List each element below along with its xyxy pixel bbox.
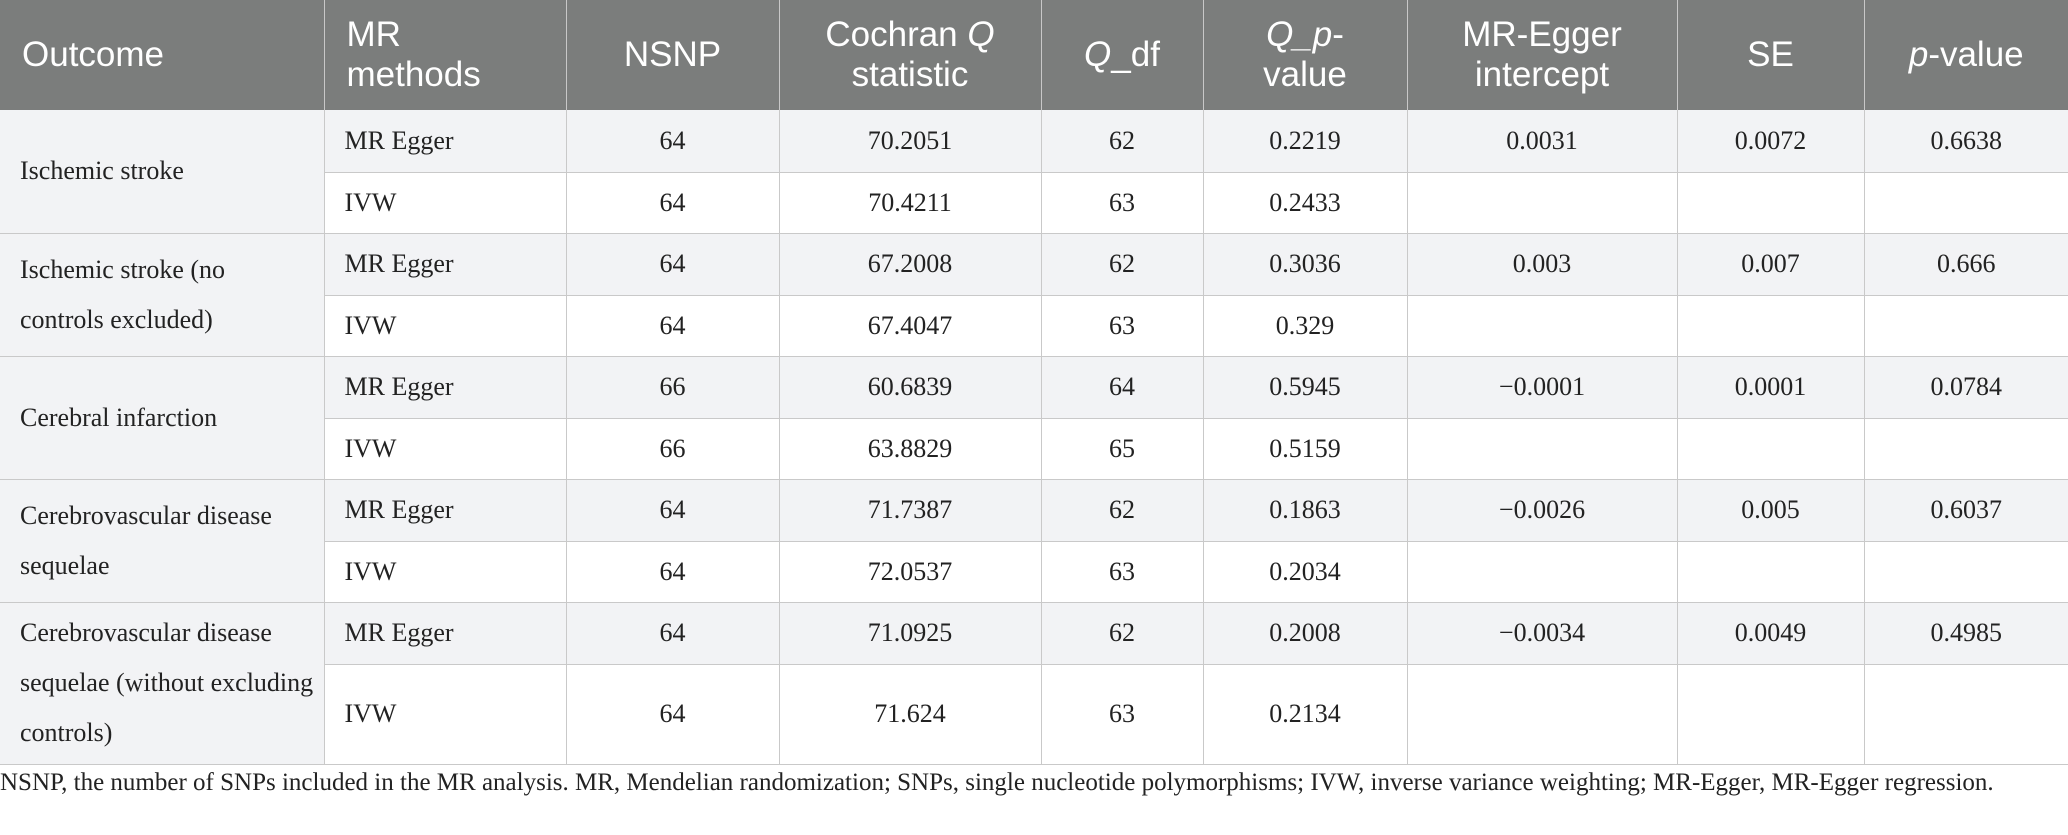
cochran-q-cell: 67.4047 [779, 295, 1041, 356]
nsnp-cell: 66 [566, 418, 779, 479]
header-nsnp: NSNP [566, 0, 779, 110]
method-cell: IVW [324, 418, 566, 479]
outcome-cell: Cerebrovascular disease sequelae [0, 479, 324, 602]
header-row [0, 0, 2068, 110]
q-p-value-cell: 0.5159 [1203, 418, 1407, 479]
p-value-cell: 0.6638 [1864, 110, 2068, 172]
header-cochran-q: Cochran Q statistic [779, 0, 1041, 110]
table-row [0, 356, 2068, 418]
intercept-cell: 0.0031 [1407, 110, 1677, 172]
header-mr-methods: MR methods [324, 0, 566, 110]
p-value-cell: 0.0784 [1864, 356, 2068, 418]
se-cell [1677, 172, 1864, 233]
method-cell: IVW [324, 172, 566, 233]
q-df-cell: 62 [1041, 233, 1203, 295]
table-footnote: NSNP, the number of SNPs included in the MR analysis. MR, Mendelian randomization; SNPs, single nucleotide polymorphisms; IVW, inverse variance weighting; MR-Egger, MR-Egger regression. [0, 769, 1994, 796]
nsnp-cell: 66 [566, 356, 779, 418]
se-cell: 0.007 [1677, 233, 1864, 295]
table-body [0, 110, 2068, 764]
intercept-cell: −0.0034 [1407, 602, 1677, 664]
cochran-q-cell: 71.0925 [779, 602, 1041, 664]
p-value-cell [1864, 418, 2068, 479]
outcome-cell: Ischemic stroke (no controls excluded) [0, 233, 324, 356]
method-cell: IVW [324, 295, 566, 356]
nsnp-cell: 64 [566, 541, 779, 602]
nsnp-cell: 64 [566, 172, 779, 233]
q-p-value-cell: 0.3036 [1203, 233, 1407, 295]
nsnp-cell: 64 [566, 233, 779, 295]
se-cell: 0.0072 [1677, 110, 1864, 172]
outcome-cell: Ischemic stroke [0, 110, 324, 233]
cochran-q-cell: 70.2051 [779, 110, 1041, 172]
se-cell [1677, 664, 1864, 764]
se-cell [1677, 541, 1864, 602]
cochran-q-cell: 70.4211 [779, 172, 1041, 233]
method-cell: MR Egger [324, 356, 566, 418]
cochran-q-cell: 71.7387 [779, 479, 1041, 541]
q-df-cell: 62 [1041, 110, 1203, 172]
p-value-cell [1864, 541, 2068, 602]
method-cell: MR Egger [324, 110, 566, 172]
nsnp-cell: 64 [566, 602, 779, 664]
cochran-q-cell: 67.2008 [779, 233, 1041, 295]
table-row [0, 602, 2068, 664]
header-outcome: Outcome [0, 0, 324, 110]
method-cell: IVW [324, 664, 566, 764]
se-cell: 0.0001 [1677, 356, 1864, 418]
p-value-cell: 0.6037 [1864, 479, 2068, 541]
p-value-cell [1864, 295, 2068, 356]
q-df-cell: 62 [1041, 479, 1203, 541]
cochran-q-cell: 60.6839 [779, 356, 1041, 418]
header-q-df: Q_df [1041, 0, 1203, 110]
table-row [0, 479, 2068, 541]
se-cell: 0.0049 [1677, 602, 1864, 664]
method-cell: IVW [324, 541, 566, 602]
se-cell: 0.005 [1677, 479, 1864, 541]
q-df-cell: 63 [1041, 172, 1203, 233]
intercept-cell [1407, 295, 1677, 356]
p-value-cell: 0.666 [1864, 233, 2068, 295]
nsnp-cell: 64 [566, 479, 779, 541]
nsnp-cell: 64 [566, 110, 779, 172]
q-df-cell: 63 [1041, 295, 1203, 356]
q-df-cell: 63 [1041, 664, 1203, 764]
intercept-cell: −0.0001 [1407, 356, 1677, 418]
intercept-cell: −0.0026 [1407, 479, 1677, 541]
header-q-p-value: Q_p-value [1203, 0, 1407, 110]
q-p-value-cell: 0.2134 [1203, 664, 1407, 764]
header-mr-egger-intercept: MR-Egger intercept [1407, 0, 1677, 110]
p-value-cell [1864, 172, 2068, 233]
intercept-cell [1407, 418, 1677, 479]
method-cell: MR Egger [324, 479, 566, 541]
outcome-cell: Cerebrovascular disease sequelae (without excluding controls) [0, 602, 324, 764]
header-p-value: p-value [1864, 0, 2068, 110]
q-p-value-cell: 0.2034 [1203, 541, 1407, 602]
q-p-value-cell: 0.2008 [1203, 602, 1407, 664]
nsnp-cell: 64 [566, 664, 779, 764]
se-cell [1677, 418, 1864, 479]
q-p-value-cell: 0.1863 [1203, 479, 1407, 541]
q-df-cell: 65 [1041, 418, 1203, 479]
se-cell [1677, 295, 1864, 356]
p-value-cell [1864, 664, 2068, 764]
intercept-cell [1407, 664, 1677, 764]
q-df-cell: 63 [1041, 541, 1203, 602]
intercept-cell: 0.003 [1407, 233, 1677, 295]
header-se: SE [1677, 0, 1864, 110]
q-p-value-cell: 0.5945 [1203, 356, 1407, 418]
cochran-q-cell: 72.0537 [779, 541, 1041, 602]
intercept-cell [1407, 172, 1677, 233]
q-df-cell: 62 [1041, 602, 1203, 664]
cochran-q-cell: 63.8829 [779, 418, 1041, 479]
nsnp-cell: 64 [566, 295, 779, 356]
table-row [0, 110, 2068, 172]
q-p-value-cell: 0.329 [1203, 295, 1407, 356]
method-cell: MR Egger [324, 233, 566, 295]
cochran-q-cell: 71.624 [779, 664, 1041, 764]
table-row [0, 233, 2068, 295]
q-p-value-cell: 0.2433 [1203, 172, 1407, 233]
q-df-cell: 64 [1041, 356, 1203, 418]
q-p-value-cell: 0.2219 [1203, 110, 1407, 172]
p-value-cell: 0.4985 [1864, 602, 2068, 664]
intercept-cell [1407, 541, 1677, 602]
outcome-cell: Cerebral infarction [0, 356, 324, 479]
method-cell: MR Egger [324, 602, 566, 664]
